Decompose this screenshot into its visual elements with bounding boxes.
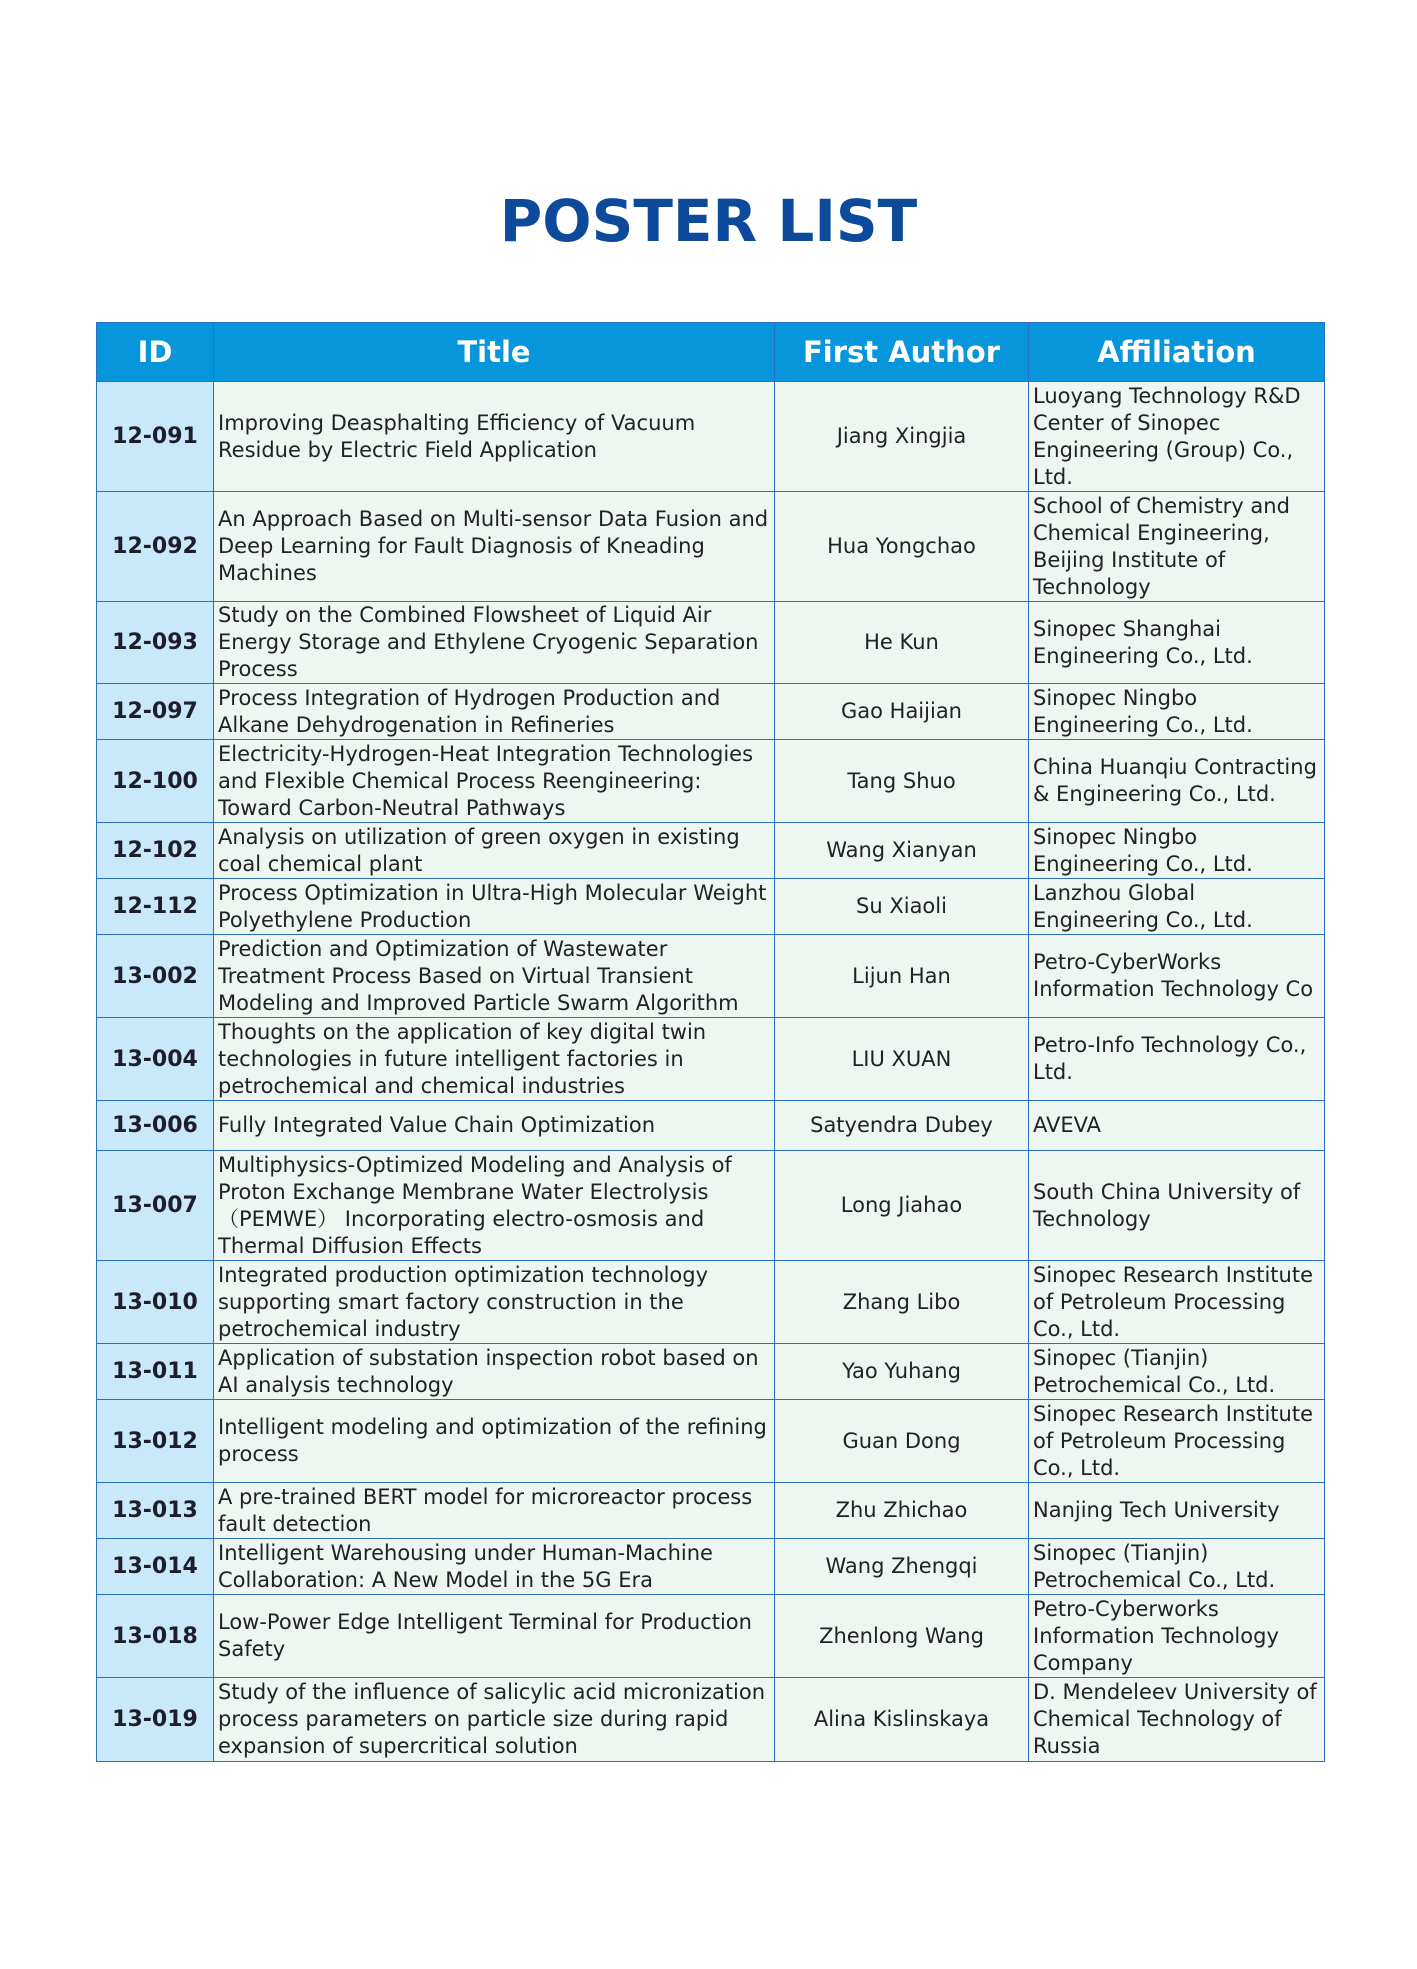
first-author: Tang Shuo bbox=[775, 740, 1029, 823]
first-author: Yao Yuhang bbox=[775, 1344, 1029, 1400]
poster-id: 12-092 bbox=[97, 492, 214, 602]
column-header-first-author: First Author bbox=[775, 323, 1029, 382]
poster-title: Intelligent modeling and optimization of the refining process bbox=[214, 1400, 775, 1483]
table-row bbox=[97, 879, 1325, 935]
table-row bbox=[97, 1678, 1325, 1762]
affiliation: Sinopec Shanghai Engineering Co., Ltd. bbox=[1029, 602, 1325, 684]
poster-id: 13-019 bbox=[97, 1678, 214, 1762]
affiliation: Sinopec Research Institute of Petroleum Processing Co., Ltd. bbox=[1029, 1400, 1325, 1483]
poster-title: Analysis on utilization of green oxygen in existing coal chemical plant bbox=[214, 823, 775, 879]
poster-id: 13-011 bbox=[97, 1344, 214, 1400]
first-author: Jiang Xingjia bbox=[775, 382, 1029, 492]
poster-id: 13-004 bbox=[97, 1018, 214, 1101]
table-row bbox=[97, 1483, 1325, 1539]
poster-title: Prediction and Optimization of Wastewater Treatment Process Based on Virtual Transient Modeling and Improved Particle Swarm Algorithm bbox=[214, 935, 775, 1018]
poster-id: 13-010 bbox=[97, 1261, 214, 1344]
table-row bbox=[97, 740, 1325, 823]
first-author: Gao Haijian bbox=[775, 684, 1029, 740]
table-row bbox=[97, 1400, 1325, 1483]
affiliation: Sinopec Research Institute of Petroleum Processing Co., Ltd. bbox=[1029, 1261, 1325, 1344]
table-row bbox=[97, 382, 1325, 492]
affiliation: Petro-Cyberworks Information Technology Company bbox=[1029, 1595, 1325, 1678]
first-author: He Kun bbox=[775, 602, 1029, 684]
column-header-title: Title bbox=[214, 323, 775, 382]
poster-id: 13-007 bbox=[97, 1151, 214, 1261]
poster-title: Fully Integrated Value Chain Optimization bbox=[214, 1101, 775, 1151]
poster-id: 12-097 bbox=[97, 684, 214, 740]
poster-list-table bbox=[96, 322, 1325, 1762]
first-author: Su Xiaoli bbox=[775, 879, 1029, 935]
affiliation: School of Chemistry and Chemical Engineering, Beijing Institute of Technology bbox=[1029, 492, 1325, 602]
first-author: Long Jiahao bbox=[775, 1151, 1029, 1261]
affiliation: AVEVA bbox=[1029, 1101, 1325, 1151]
table-row bbox=[97, 602, 1325, 684]
affiliation: Sinopec Ningbo Engineering Co., Ltd. bbox=[1029, 684, 1325, 740]
poster-title: Study of the influence of salicylic acid micronization process parameters on particle size during rapid expansion of supercritical solution bbox=[214, 1678, 775, 1762]
column-header-affiliation: Affiliation bbox=[1029, 323, 1325, 382]
poster-title: Application of substation inspection robot based on AI analysis technology bbox=[214, 1344, 775, 1400]
first-author: Zhenlong Wang bbox=[775, 1595, 1029, 1678]
table-row bbox=[97, 1539, 1325, 1595]
poster-title: Improving Deasphalting Efficiency of Vacuum Residue by Electric Field Application bbox=[214, 382, 775, 492]
table-row bbox=[97, 1595, 1325, 1678]
column-header-id: ID bbox=[97, 323, 214, 382]
table-row bbox=[97, 1344, 1325, 1400]
affiliation: China Huanqiu Contracting & Engineering Co., Ltd. bbox=[1029, 740, 1325, 823]
first-author: Lijun Han bbox=[775, 935, 1029, 1018]
affiliation: Petro-Info Technology Co., Ltd. bbox=[1029, 1018, 1325, 1101]
first-author: LIU XUAN bbox=[775, 1018, 1029, 1101]
first-author: Hua Yongchao bbox=[775, 492, 1029, 602]
affiliation: Nanjing Tech University bbox=[1029, 1483, 1325, 1539]
poster-id: 13-006 bbox=[97, 1101, 214, 1151]
table-header-row bbox=[97, 323, 1325, 382]
first-author: Wang Xianyan bbox=[775, 823, 1029, 879]
table-row bbox=[97, 1101, 1325, 1151]
affiliation: South China University of Technology bbox=[1029, 1151, 1325, 1261]
poster-title: Process Optimization in Ultra-High Molecular Weight Polyethylene Production bbox=[214, 879, 775, 935]
first-author: Alina Kislinskaya bbox=[775, 1678, 1029, 1762]
first-author: Wang Zhengqi bbox=[775, 1539, 1029, 1595]
first-author: Satyendra Dubey bbox=[775, 1101, 1029, 1151]
poster-title: Integrated production optimization technology supporting smart factory construction in the petrochemical industry bbox=[214, 1261, 775, 1344]
poster-id: 13-014 bbox=[97, 1539, 214, 1595]
table-row bbox=[97, 1151, 1325, 1261]
table-row bbox=[97, 492, 1325, 602]
table-row bbox=[97, 684, 1325, 740]
affiliation: Lanzhou Global Engineering Co., Ltd. bbox=[1029, 879, 1325, 935]
poster-title: A pre-trained BERT model for microreactor process fault detection bbox=[214, 1483, 775, 1539]
affiliation: Sinopec (Tianjin) Petrochemical Co., Ltd. bbox=[1029, 1344, 1325, 1400]
poster-title: Low-Power Edge Intelligent Terminal for Production Safety bbox=[214, 1595, 775, 1678]
affiliation: Sinopec Ningbo Engineering Co., Ltd. bbox=[1029, 823, 1325, 879]
poster-id: 12-112 bbox=[97, 879, 214, 935]
poster-id: 12-100 bbox=[97, 740, 214, 823]
poster-id: 12-091 bbox=[97, 382, 214, 492]
affiliation: Sinopec (Tianjin) Petrochemical Co., Ltd. bbox=[1029, 1539, 1325, 1595]
first-author: Zhang Libo bbox=[775, 1261, 1029, 1344]
poster-id: 13-013 bbox=[97, 1483, 214, 1539]
poster-id: 12-093 bbox=[97, 602, 214, 684]
poster-id: 12-102 bbox=[97, 823, 214, 879]
poster-title: Process Integration of Hydrogen Production and Alkane Dehydrogenation in Refineries bbox=[214, 684, 775, 740]
poster-title: Electricity-Hydrogen-Heat Integration Technologies and Flexible Chemical Process Reengineering: Toward Carbon-Neutral Pathways bbox=[214, 740, 775, 823]
poster-id: 13-018 bbox=[97, 1595, 214, 1678]
table-row bbox=[97, 1018, 1325, 1101]
poster-title: Multiphysics-Optimized Modeling and Analysis of Proton Exchange Membrane Water Electrolysis （PEMWE） Incorporating electro-osmosis and Thermal Diffusion Effects bbox=[214, 1151, 775, 1261]
first-author: Zhu Zhichao bbox=[775, 1483, 1029, 1539]
affiliation: Petro-CyberWorks Information Technology Co bbox=[1029, 935, 1325, 1018]
poster-title: An Approach Based on Multi-sensor Data Fusion and Deep Learning for Fault Diagnosis of Kneading Machines bbox=[214, 492, 775, 602]
affiliation: D. Mendeleev University of Chemical Technology of Russia bbox=[1029, 1678, 1325, 1762]
poster-id: 13-012 bbox=[97, 1400, 214, 1483]
poster-title: Thoughts on the application of key digital twin technologies in future intelligent factories in petrochemical and chemical industries bbox=[214, 1018, 775, 1101]
table-row bbox=[97, 823, 1325, 879]
poster-id: 13-002 bbox=[97, 935, 214, 1018]
page-title: POSTER LIST bbox=[499, 187, 918, 255]
table-row bbox=[97, 935, 1325, 1018]
poster-title: Study on the Combined Flowsheet of Liquid Air Energy Storage and Ethylene Cryogenic Separation Process bbox=[214, 602, 775, 684]
first-author: Guan Dong bbox=[775, 1400, 1029, 1483]
affiliation: Luoyang Technology R&D Center of Sinopec Engineering (Group) Co., Ltd. bbox=[1029, 382, 1325, 492]
table-row bbox=[97, 1261, 1325, 1344]
poster-title: Intelligent Warehousing under Human-Machine Collaboration: A New Model in the 5G Era bbox=[214, 1539, 775, 1595]
